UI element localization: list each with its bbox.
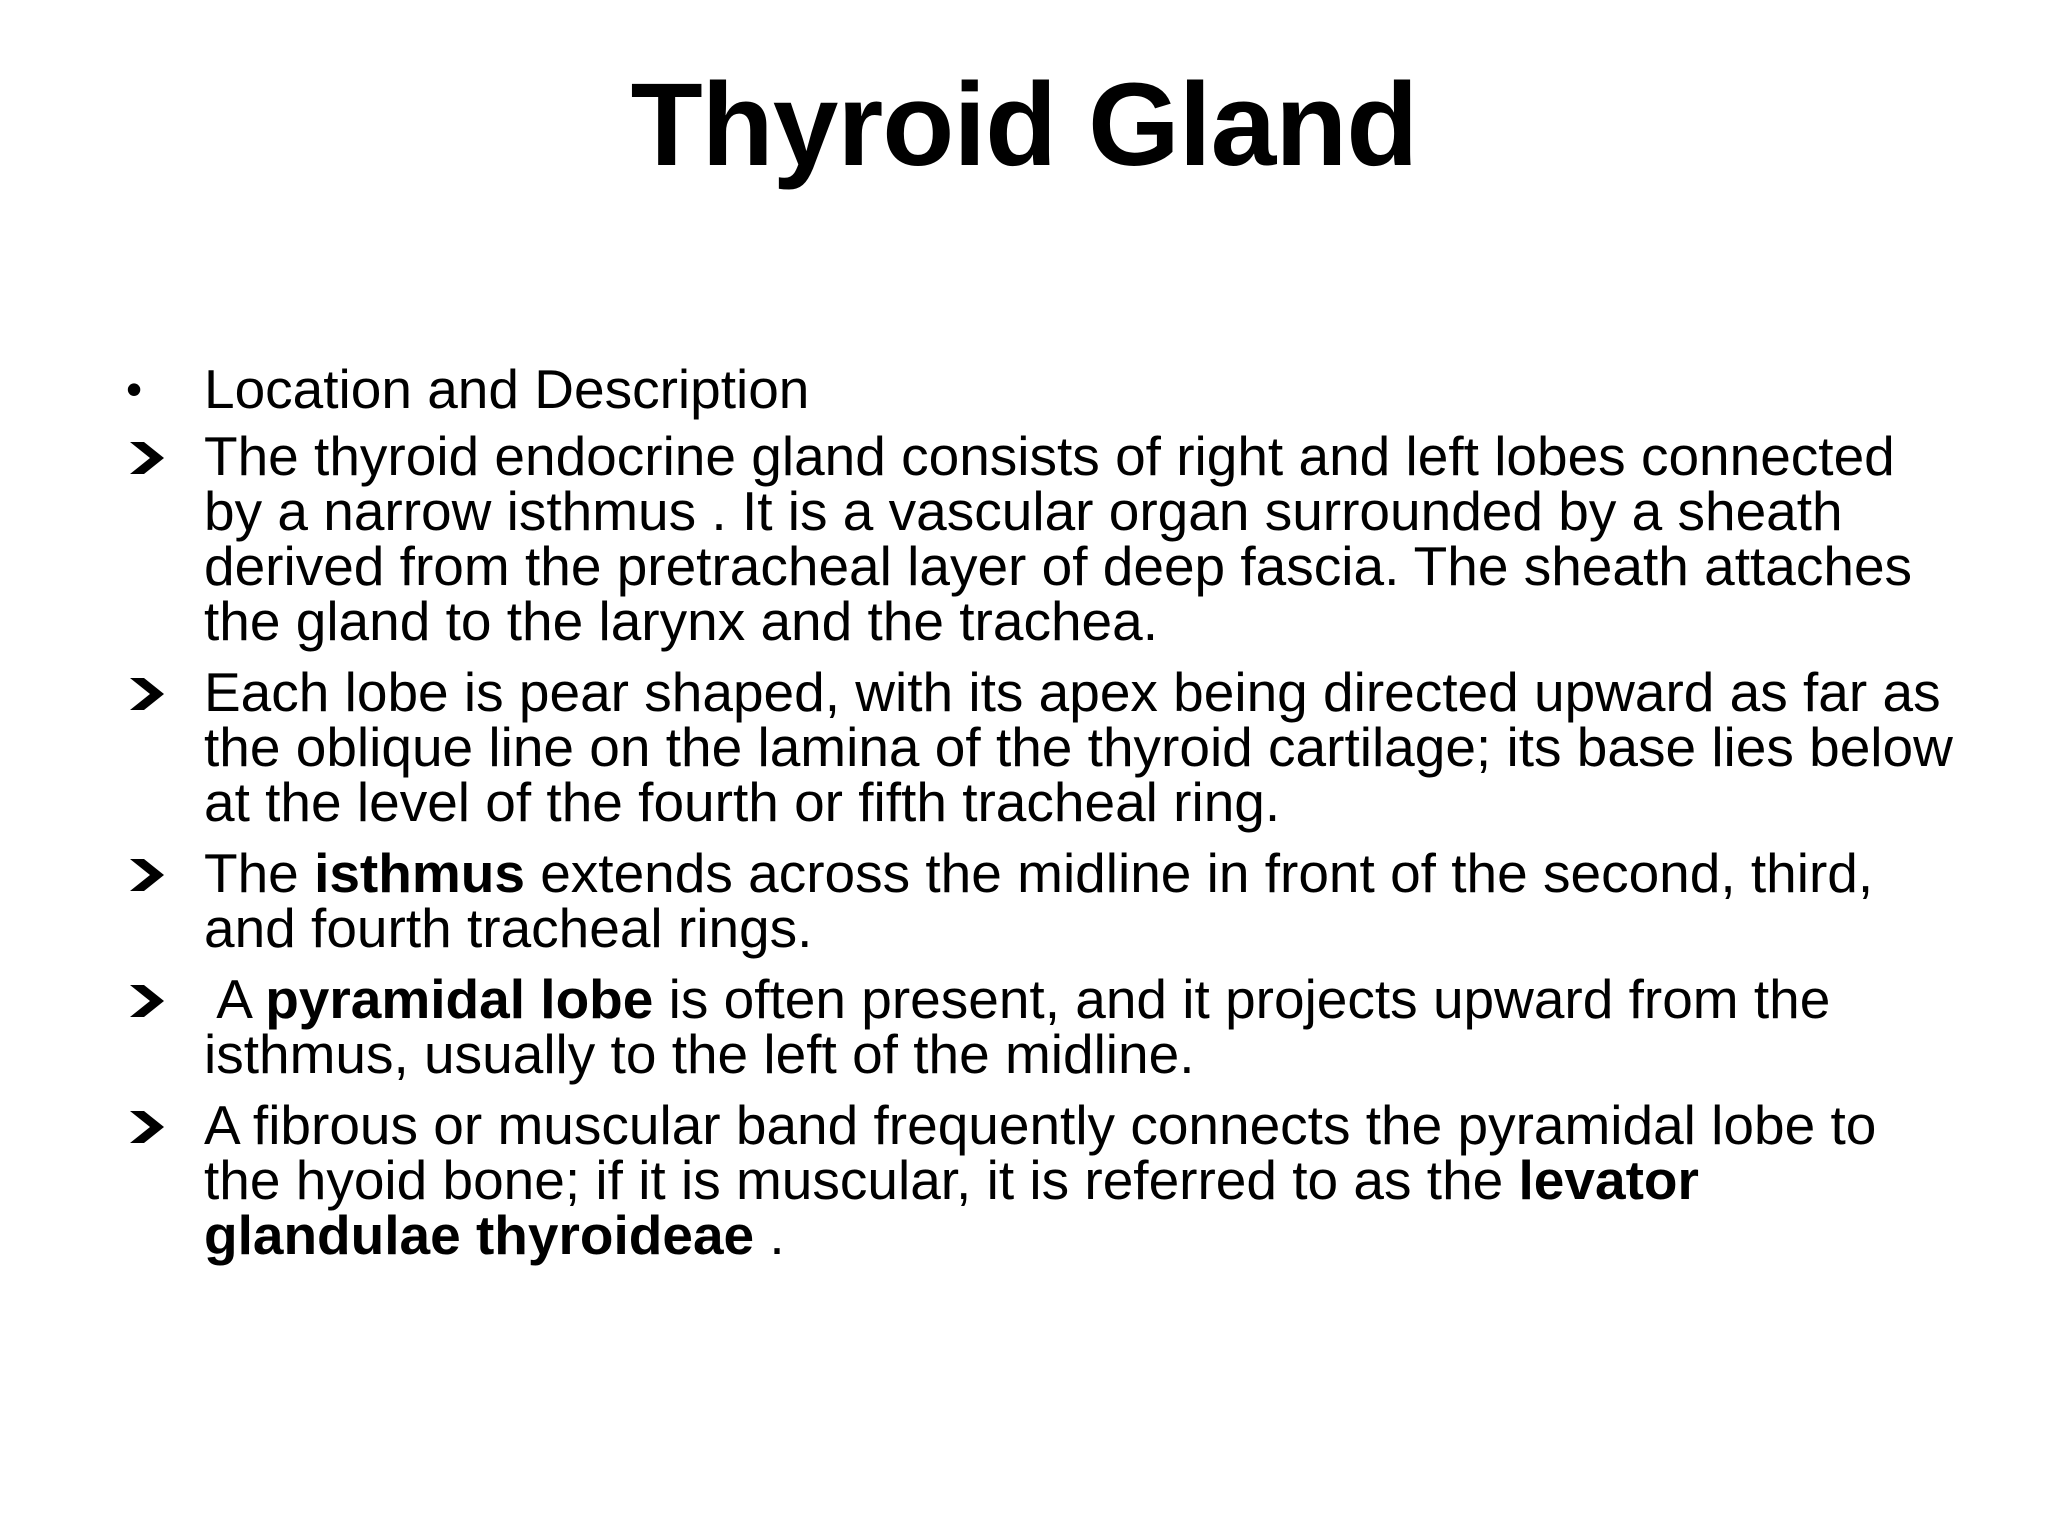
list-item-text: The isthmus extends across the midline in front of the second, third, and fourth tracheal rings.: [204, 842, 1874, 959]
bold-term: levator glandulae thyroideae: [204, 1149, 1699, 1266]
arrowhead-bullet-icon: [124, 429, 184, 484]
list-item: [124, 968, 1954, 1085]
section-heading: Location and Description: [204, 358, 810, 420]
list-item: [124, 1094, 1954, 1266]
bullet-list: [124, 358, 1954, 1279]
slide-title: Thyroid Gland: [630, 59, 1418, 191]
round-bullet-icon: •: [126, 363, 143, 415]
list-item-text: The thyroid endocrine gland consists of right and left lobes connected by a narrow isthmus . It is a vascular organ surrounded by a sheath derived from the pretracheal layer of deep fascia. The sheath attaches the gland to the larynx and the trachea.: [204, 425, 1913, 652]
bold-term: pyramidal lobe: [265, 968, 654, 1030]
arrowhead-bullet-icon: [124, 972, 184, 1027]
arrowhead-bullet-icon: [124, 665, 184, 720]
list-heading-item: [124, 358, 1954, 420]
arrowhead-bullet-icon: [124, 1098, 184, 1153]
list-item-text: Each lobe is pear shaped, with its apex being directed upward as far as the oblique line on the lamina of the thyroid cartilage; its base lies below at the level of the fourth or fifth tracheal ring.: [204, 661, 1953, 833]
list-item: [124, 425, 1954, 652]
list-item: [124, 842, 1954, 959]
list-item-text: A pyramidal lobe is often present, and it projects upward from the isthmus, usually to the left of the midline.: [204, 968, 1831, 1085]
arrowhead-bullet-icon: [124, 846, 184, 901]
list-item: [124, 661, 1954, 833]
list-item-text: A fibrous or muscular band frequently connects the pyramidal lobe to the hyoid bone; if it is muscular, it is referred to as the levator glandulae thyroideae .: [204, 1094, 1877, 1266]
bold-term: isthmus: [314, 842, 525, 904]
